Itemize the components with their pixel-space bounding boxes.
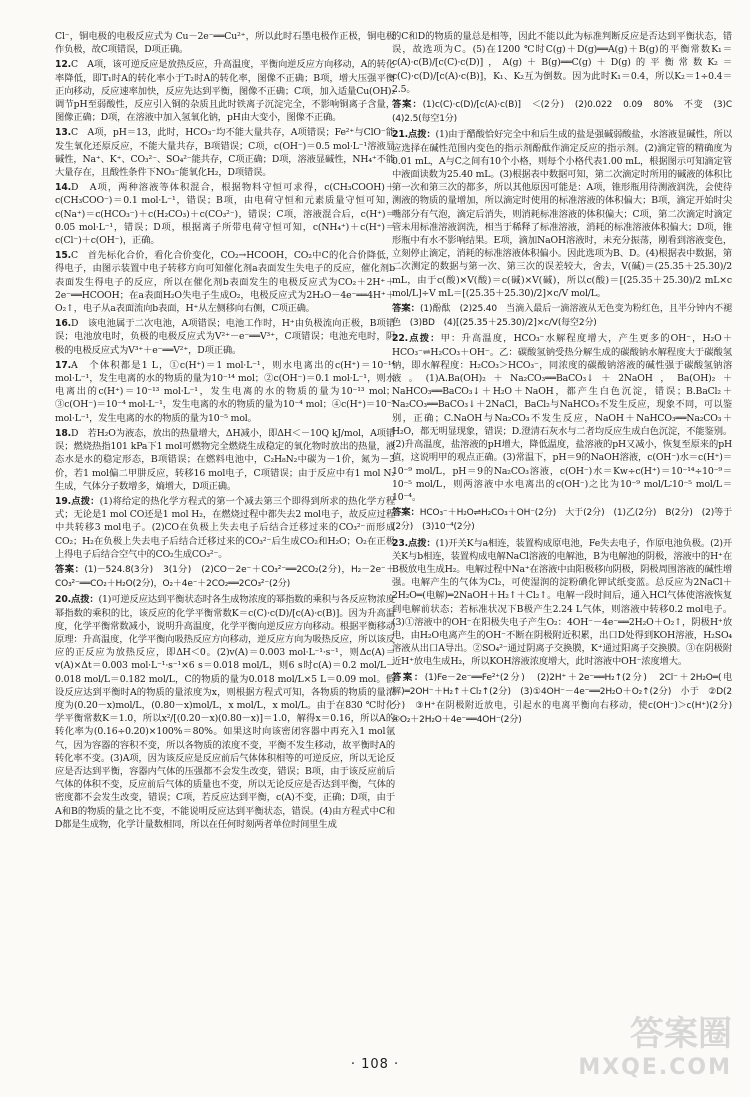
answer-item bbox=[55, 495, 395, 561]
explanation-text: C A项，pH＝13，此时，HCO₃⁻均不能大量共存，A项错误；Fe²⁺与ClO⁻能发生氧化还原反应，不能大量共存，B项错误；C项，c(OH⁻)＝0.5 mol·L⁻¹溶液显碱性，Na⁺、K⁺、CO₃²⁻、SO₄²⁻能共存，C项正确；D项，溶液显碱性，NH₄⁺不能大量存在，且酸性条件下NO₃⁻能氧化H₂，D项错误。 bbox=[55, 127, 395, 179]
answer-item bbox=[55, 359, 395, 425]
answer-label: 答案： bbox=[392, 671, 425, 683]
explanation-text: 甲：升高温度，HCO₃⁻水解程度增大，产生更多的OH⁻，H₂O＋HCO₃⁻⇌H₂CO₃＋OH⁻。乙：碳酸氢钠受热分解生成的碳酸钠水解程度大于碳酸氢钠，即水解程度：H₂CO₃＞HCO₃⁻，同浓度的碳酸钠溶液的碱性强于碳酸氢钠溶液。(1)A.Ba(OH)₂＋Na₂CO₃══BaCO₃↓＋2NaOH，Ba(OH)₂＋NaHCO₃══BaCO₃↓＋H₂O＋NaOH，都产生白色沉淀，错误；B.BaCl₂＋Na₂CO₃══BaCO₃↓＋2NaCl，BaCl₂与NaHCO₃不发生反应，现象不同，可以鉴别，正确；C.NaOH与Na₂CO₃不发生反应，NaOH＋NaHCO₃══Na₂CO₃＋H₂O，都无明显现象，错误；D.澄清石灰水与二者均反应生成白色沉淀，不能鉴别。(2)升高温度，盐溶液的pH增大，降低温度，盐溶液的pH又减小，恢复至原来的pH值，这说明甲的观点正确。(3)常温下，pH＝9的NaOH溶液，c(OH⁻)水＝c(H⁺)＝10⁻⁹ mol/L，pH＝9的Na₂CO₃溶液，c(OH⁻)水＝Kw÷c(H⁺)＝10⁻¹⁴÷10⁻⁹＝10⁻⁵ mol/L，则两溶液中水电离出的c(OH⁻)之比为10⁻⁹ mol/L∶10⁻⁵ mol/L＝10⁻⁴。 bbox=[392, 333, 732, 503]
answer-item bbox=[55, 427, 395, 493]
explanation-text: Cl⁻，铜电极的电极反应式为 Cu－2e⁻══Cu²⁺，所以此时石墨电极作正极，铜电极作负极，故C项错误，D项正确。 bbox=[55, 31, 395, 56]
hint-tag: 点拨： bbox=[71, 495, 100, 507]
answer-item bbox=[55, 126, 395, 179]
watermark-logo bbox=[578, 1014, 732, 1085]
explanation-text: D 若H₂O为液态，放出的热量增大，ΔH减小，即ΔH＜－10Q kJ/mol，A项错误；燃烧热指101 kPa下1 mol可燃物完全燃烧生成稳定的氧化物时放出的热量，液态水是水的稳定形态，B项错误；在燃料电池中，C₂H₈N₂中碳为－1价，氮为－3价，若1 mol偏二甲肼反应，转移16 mol电子，C项错误；由于反应中有1 mol N₂生成，气体分子数增多，熵增大，D项正确。 bbox=[55, 427, 395, 492]
question-number: 12. bbox=[55, 59, 72, 71]
answer-item bbox=[55, 249, 395, 315]
answer-label: 答案： bbox=[392, 507, 420, 519]
answer-item bbox=[392, 332, 732, 504]
explanation-text: (1)将给定的热化学方程式的第一个减去第三个即得到所求的热化学方程式；无论是1 mol CO还是1 mol H₂，在燃烧过程中都失去2 mol电子，故反应过程中共转移3 mol电子。(2)CO在负极上失去电子后结合迁移过来的CO₃²⁻而形成CO₂；H₂在负极上失去电子后结合迁移过来的CO₃²⁻后生成CO₂和H₂O；O₂在正极上得电子后结合空气中的CO₂生成CO₃²⁻。 bbox=[55, 495, 395, 560]
explanation-text: C A项，该可逆反应是放热反应，升高温度，平衡向逆反应方向移动，A的转化率降低，即T₁时A的转化率小于T₂时A的转化率，图像不正确；B项，增大压强平衡正向移动，反应速率加快，反应先达到平衡，图像不正确；C项，加入适量Cu(OH)₂调节pH至弱酸性，反应引入铜的杂质且此时铁离子沉淀完全，不影响铜离子含量，图像正确；D项，在溶液中加入氢氧化钠，pH由大变小，图像不正确。 bbox=[55, 59, 395, 124]
answer-label: 答案： bbox=[55, 563, 85, 575]
answer-item bbox=[392, 506, 732, 534]
answer-item bbox=[392, 98, 741, 126]
answer-item bbox=[55, 563, 395, 591]
left-column bbox=[55, 30, 395, 1045]
explanation-text: A 个体积都是1 L，①c(H⁺)＝1 mol·L⁻¹，则水电离出的c(H⁺)＝10⁻¹⁴ mol·L⁻¹，发生电离的水的物质的量为10⁻¹⁴ mol；②c(OH⁻)＝0.1 mol·L⁻¹，则水电离出的c(H⁺)＝10⁻¹³ mol·L⁻¹，发生电离的水的物质的量为10⁻¹³ mol；③c(OH⁻)＝10⁻⁴ mol·L⁻¹，发生电离的水的物质的量为10⁻⁴ mol；④c(H⁺)＝10⁻⁵ mol·L⁻¹，发生电离的水的物质的量为10⁻⁵ mol。 bbox=[55, 359, 395, 424]
right-column bbox=[392, 30, 741, 1045]
question-number: 14. bbox=[55, 182, 72, 194]
answer-item bbox=[55, 593, 395, 831]
explanation-text: D 该电池属于二次电池，A项错误；电池工作时，H⁺由负极流向正极，B项错误；电池放电时，负极的电极反应式为V²⁺－e⁻══V³⁺，C项错误；电池充电时，阴极的电极反应式为V³⁺＋e⁻══V²⁺，D项正确。 bbox=[55, 318, 395, 356]
hint-tag: 点拨： bbox=[408, 129, 436, 141]
answer-label: 答案： bbox=[392, 99, 423, 111]
answer-item bbox=[55, 30, 395, 56]
question-number: 21. bbox=[392, 129, 409, 141]
hint-tag: 点拨： bbox=[408, 333, 441, 345]
hint-tag: 点拨： bbox=[408, 537, 436, 549]
answer-text: (1)Fe－2e⁻══Fe²⁺(2分) (2)2H⁺＋2e⁻══H₂↑(2分) 2Cl⁻＋2H₂O═(电解)═2OH⁻＋H₂↑＋Cl₂↑(2分) (3)①4OH⁻－4e⁻══2H₂O＋O₂↑(2分) 小于 ②D(2分) ③H⁺在阴极附近放电，引起水的电离平衡向右移动，使c(OH⁻)＞c(H⁺)(2分) ④O₂＋2H₂O＋4e⁻══4OH⁻(2分) bbox=[392, 672, 741, 726]
page-number: · 108 · bbox=[350, 1057, 400, 1072]
answer-text: HCO₃⁻＋H₂O⇌H₂CO₃＋OH⁻(2分) 大于(2分) (1)乙(2分) B(2分) (2)等于(2分) (3)10⁻⁴(2分) bbox=[392, 508, 732, 533]
question-number: 23. bbox=[392, 537, 409, 549]
answer-item bbox=[55, 181, 395, 247]
question-number: 17. bbox=[55, 359, 72, 371]
answer-label: 答案： bbox=[392, 303, 421, 315]
explanation-text: C 首先标化合价，看化合价变化，CO₂→HCOOH，CO₂中C的化合价降低，得电子，由图示装置中电子转移方向可知催化剂a表面发生失电子的反应，催化剂b表面发生得电子的反应，所以在催化剂b表面发生的电极反应式为CO₂＋2H⁺＋2e⁻══HCOOH；在a表面H₂O失电子生成O₂，电极反应式为2H₂O－4e⁻══4H⁺＋O₂↑，电子从a表面流向b表面，H⁺从左侧移向右侧，C项正确。 bbox=[55, 250, 395, 315]
answer-item bbox=[55, 58, 395, 124]
question-number: 22. bbox=[392, 333, 409, 345]
explanation-text: (1)由于醋酸恰好完全中和后生成的盐是强碱弱酸盐，水溶液显碱性，所以应选择在碱性范围内变色的指示剂酚酞作滴定反应的指示剂。(2)滴定管的精确度为0.01 mL，A与C之间有10个小格，则每个小格代表1.00 mL，根据图示可知滴定管中液面读数为25.40 mL。(3)根据表中数据可知，第二次滴定时所用的碱液的体积比第一次和第三次的都多，所以其他原因可能是：A项，锥形瓶用待测液润洗，会使待测液的物质的量增加，所以滴定时使用的标准溶液的体积偏大；B项，滴定开始时尖嘴部分有气泡，滴定后消失，则消耗标准溶液的体积偏大；C项，第二次滴定时滴定管未用标准溶液润洗，相当于稀释了标准溶液，消耗的标准溶液体积偏大；D项，锥形瓶中有水不影响结果。E项，滴加NaOH溶液时，未充分振荡，刚看到溶液变色，立刻停止滴定，消耗的标准溶液体积偏小。因此选项为B、D。(4)根据表中数据，第二次测定的数据与第一次、第三次的误差较大，舍去，V(碱)＝(25.35＋25.30)/2 mL，由于c(酸)×V(酸)＝c(碱)×V(碱)，所以c(酸)＝[(25.35＋25.30)/2 mL×c mol/L]÷V mL＝[(25.35＋25.30)/2]×c/V mol/L。 bbox=[392, 129, 732, 299]
answer-text: (1)－524.8(3分) 3(1分) (2)CO－2e⁻＋CO₃²⁻══2CO₂(2分)，H₂－2e⁻＋CO₃²⁻══CO₂＋H₂O(2分)，O₂＋4e⁻＋2CO₂══2CO₃²⁻(2分) bbox=[55, 564, 395, 590]
explanation-text: D A项，两种溶液等体积混合，根据物料守恒可求得，c(CH₃COOH)＋c(CH₃COO⁻)＝0.1 mol·L⁻¹，错误；B项，由电荷守恒和元素质量守恒可知，c(Na⁺)＝c(HCO₃⁻)＋c(H₂CO₃)＋c(CO₃²⁻)，错误；C项，溶液混合后，c(H⁺)＝0.05 mol·L⁻¹，错误；D项，根据离子所带电荷守恒可知，c(NH₄⁺)＋c(H⁺)＝c(Cl⁻)＋c(OH⁻)，正确。 bbox=[55, 182, 395, 247]
answer-text: (1)c(C)·c(D)/[c(A)·c(B)] ＜(2分) (2)0.022 0.09 80% 不变 (3)C (4)2.5(每空1分) bbox=[392, 100, 741, 125]
watermark-main: 答案圈 bbox=[630, 1014, 732, 1054]
question-number: 16. bbox=[55, 318, 72, 330]
answer-item bbox=[392, 30, 732, 96]
answer-item bbox=[55, 317, 395, 357]
question-number: 15. bbox=[55, 250, 72, 262]
answer-text: (1)酚酞 (2)25.40 当滴入最后一滴溶液从无色变为粉红色，且半分钟内不褪色 (3)BD (4)[(25.35＋25.30)/2]×c/V(每空2分) bbox=[392, 304, 732, 329]
question-number: 13. bbox=[55, 127, 72, 139]
hint-tag: 点拨： bbox=[71, 594, 99, 606]
explanation-text: (1)可逆反应达到平衡状态时各生成物浓度的幂指数的乘积与各反应物浓度幂指数的乘积的比，该反应的化学平衡常数K＝c(C)·c(D)/[c(A)·c(B)]。因为升高温度，化学平衡常数减小，说明升高温度，化学平衡向逆反应方向移动。根据平衡移动原理：升高温度，化学平衡向吸热反应方向移动，逆反应方向为吸热反应，所以该反应的正反应为放热反应，即ΔH＜0。(2)v(A)＝0.003 mol·L⁻¹·s⁻¹，则Δc(A)＝v(A)×Δt＝0.003 mol·L⁻¹·s⁻¹×6 s＝0.018 mol/L，则6 s时c(A)＝0.2 mol/L－0.018 mol/L＝0.182 mol/L，C的物质的量为0.018 mol/L×5 L＝0.09 mol。假设反应达到平衡时A的物质的量浓度为x，则根据方程式可知，各物质的物质的量浓度为(0.20－x)mol/L，(0.80－x)mol/L，x mol/L，x mol/L。由于在830 ℃时化学平衡常数K＝1.0，所以x²/[(0.20－x)(0.80－x)]＝1.0，解得x＝0.16，所以A的转化率为(0.16÷0.20)×100%＝80%。如果这时向该密闭容器中再充入1 mol氩气，因为容器的容积不变，所以各物质的浓度不变，平衡不发生移动，故平衡时A的转化率不变。(3)A项，因为该反应是反应前后气体体积相等的可逆反应，所以无论反应是否达到平衡，容器内气体的压强都不会发生改变，错误；B项，由于该反应前后气体的体积不变，反应前后气体的质量也不变，所以无论反应是否达到平衡，气体的密度都不会发生改变，错误；C项，若反应达到平衡，c(A)不变，正确；D项，由于A和B的物质的量之比不变，不能说明反应达到平衡状态，错误。(4)由方程式中C和D都是生成物，化学计量数相同，所以在任何时刻两者单位时间里生成 bbox=[55, 594, 395, 830]
question-number: 20. bbox=[55, 594, 72, 606]
question-number: 18. bbox=[55, 427, 72, 439]
answer-item bbox=[392, 537, 732, 669]
question-number: 19. bbox=[55, 495, 72, 507]
watermark-sub: MXQE.COM bbox=[578, 1055, 732, 1080]
answer-item bbox=[392, 302, 732, 330]
answer-item bbox=[392, 671, 741, 728]
answer-item bbox=[392, 128, 732, 300]
explanation-text: (1)开关K与a相连，装置构成原电池，Fe失去电子，作原电池负极。(2)开关K与b相连，装置构成电解NaCl溶液的电解池，B为电解池的阴极，溶液中的H⁺在B极放电生成H₂。电解过程中Na⁺在溶液中由阳极移向阴极，阴极周围溶液的碱性增强。电解产生的气体为Cl₂，可使湿润的淀粉碘化钾试纸变蓝。总反应为2NaCl＋2H₂O═(电解)═2NaOH＋H₂↑＋Cl₂↑。电解一段时间后，通入HCl气体使溶液恢复到电解前状态；若标准状况下B极产生2.24 L气体，则溶液中转移0.2 mol电子。(3)①溶液中的OH⁻在阳极失电子产生O₂：4OH⁻－4e⁻══2H₂O＋O₂↑，阴极H⁺放电，由H₂O电离产生的OH⁻不断在阴极附近积累，出口D处得到KOH溶液，H₂SO₄溶液从出口A导出。②SO₄²⁻通过阴离子交换膜，K⁺通过阳离子交换膜。③在阴极附近H⁺放电生成H₂，所以KOH溶液浓度增大，此时溶液中OH⁻浓度增大。 bbox=[392, 537, 732, 668]
explanation-text: 的C和D的物质的量总是相等，因此不能以此为标准判断反应是否达到平衡状态，错误，故选项为C。(5)在1200 ℃时C(g)＋D(g)══A(g)＋B(g)的平衡常数K₁＝c(A)·c(B)/[c(C)·c(D)]，A(g)＋B(g)══C(g)＋D(g)的平衡常数K₂＝c(C)·c(D)/[c(A)·c(B)]，K₁、K₂互为倒数。因为此时K₁＝0.4，所以K₂＝1÷0.4＝2.5。 bbox=[392, 31, 732, 95]
